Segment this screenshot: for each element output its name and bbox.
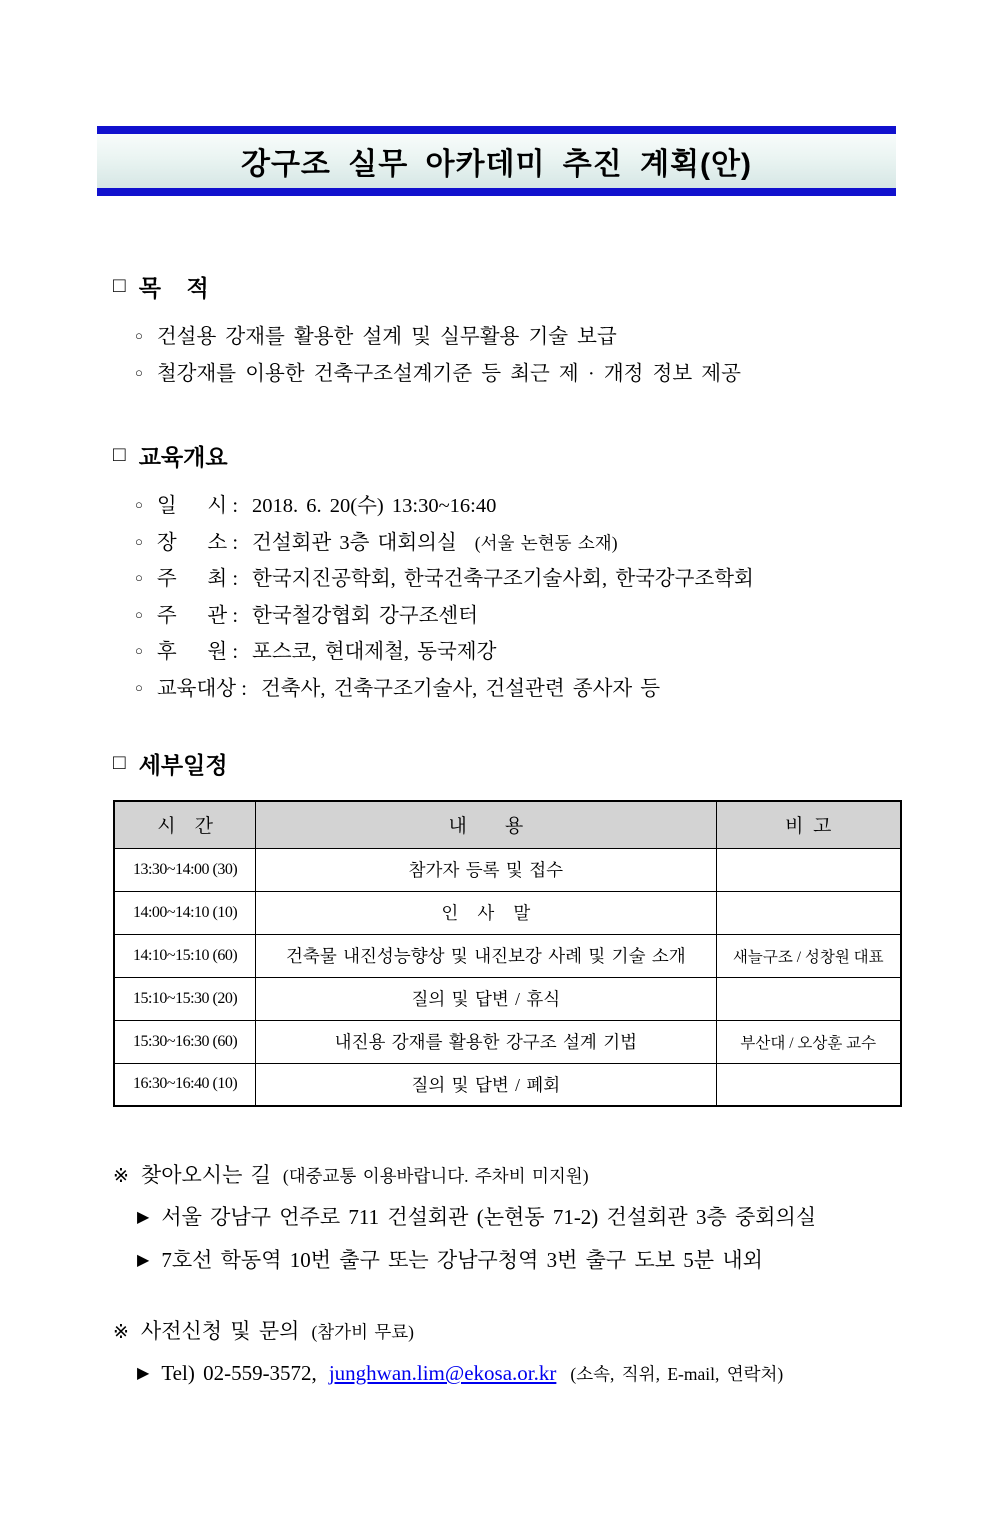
schedule-time-cell: 14:10~15:10 (60): [114, 934, 256, 977]
purpose-item-text: 건설용 강재를 활용한 설계 및 실무활용 기술 보급: [156, 326, 617, 348]
note-title-text: 찾아오시는 길: [140, 1163, 271, 1187]
schedule-time-cell: 16:30~16:40 (10): [114, 1063, 256, 1106]
note-title-sub: (참가비 무료): [311, 1322, 414, 1342]
directions-note: [113, 1155, 902, 1283]
table-row: [114, 1020, 901, 1063]
section-heading-purpose: [113, 270, 902, 303]
circle-bullet-icon: ○: [135, 497, 143, 512]
circle-bullet-icon: ○: [135, 365, 143, 380]
note-title-sub: (대중교통 이용바랍니다. 주차비 미지원): [282, 1166, 589, 1186]
overview-item-value: 포스코, 현대제철, 동국제강: [252, 641, 497, 663]
overview-item-value: 한국철강협회 강구조센터: [252, 604, 479, 627]
circle-bullet-icon: ○: [135, 679, 143, 695]
email-link[interactable]: junghwan.lim@ekosa.or.kr: [328, 1361, 557, 1385]
schedule-content-cell: 질의 및 답변 / 폐회: [256, 1063, 716, 1106]
overview-item-note: (서울 논현동 소재): [474, 532, 618, 553]
overview-item-label: 교육대상 :: [156, 677, 247, 700]
overview-item-label: 주 최 :: [156, 568, 239, 590]
document-content: [113, 270, 902, 1396]
purpose-list: [113, 319, 902, 393]
list-item: [135, 488, 902, 525]
list-item: [135, 319, 902, 356]
note-title: [113, 1311, 902, 1353]
schedule-content-cell: 건축물 내진성능향상 및 내진보강 사례 및 기술 소개: [256, 934, 716, 977]
square-bullet-icon: □: [113, 443, 126, 466]
overview-list: [113, 488, 902, 707]
overview-item-label: 일 시 :: [156, 495, 239, 517]
overview-item-value: 건축사, 건축구조기술사, 건설관련 종사자 등: [260, 677, 661, 700]
overview-item-value: 2018. 6. 20(수) 13:30~16:40: [252, 495, 497, 517]
list-item: [135, 561, 902, 598]
section-heading-label: 목 적: [138, 275, 209, 301]
direction-text: 7호선 학동역 10번 출구 또는 강남구청역 3번 출구 도보 5분 내외: [161, 1248, 763, 1272]
table-header-row: [114, 801, 901, 848]
column-header-time: 시 간: [114, 801, 256, 848]
arrow-bullet-icon: ▶: [137, 1209, 150, 1226]
reference-marker-icon: ※: [113, 1322, 129, 1343]
circle-bullet-icon: ○: [135, 643, 143, 658]
schedule-content-cell: 인 사 말: [256, 891, 716, 934]
tel-number: Tel) 02-559-3572,: [161, 1361, 317, 1385]
title-banner: [97, 126, 896, 196]
list-item: [135, 356, 902, 393]
circle-bullet-icon: ○: [135, 606, 143, 622]
circle-bullet-icon: ○: [135, 570, 143, 585]
list-item: [137, 1240, 902, 1283]
list-item: [137, 1197, 902, 1240]
schedule-remark-cell: [716, 1063, 901, 1106]
square-bullet-icon: □: [113, 274, 126, 297]
list-item: [137, 1353, 902, 1396]
list-item: [135, 671, 902, 708]
overview-item-label: 후 원 :: [156, 641, 239, 663]
schedule-remark-cell: 새늘구조 / 성창원 대표: [716, 934, 901, 977]
arrow-bullet-icon: ▶: [137, 1252, 150, 1269]
table-row: [114, 1063, 901, 1106]
reference-marker-icon: ※: [113, 1166, 129, 1187]
contact-fields-note: (소속, 직위, E-mail, 연락처): [570, 1364, 784, 1384]
contact-items: [137, 1353, 902, 1396]
direction-text: 서울 강남구 언주로 711 건설회관 (논현동 71-2) 건설회관 3층 중회의실: [161, 1205, 817, 1229]
overview-item-value: 건설회관 3층 대회의실: [252, 531, 457, 554]
arrow-bullet-icon: ▶: [137, 1365, 150, 1382]
schedule-remark-cell: [716, 977, 901, 1020]
table-row: [114, 934, 901, 977]
list-item: [135, 634, 902, 671]
list-item: [135, 525, 902, 562]
schedule-remark-cell: [716, 848, 901, 891]
list-item: [135, 598, 902, 635]
note-title: [113, 1155, 902, 1197]
contact-note: [113, 1311, 902, 1396]
circle-bullet-icon: ○: [135, 533, 143, 549]
square-bullet-icon: □: [113, 751, 126, 774]
note-title-text: 사전신청 및 문의: [140, 1319, 300, 1343]
document-page: [0, 126, 992, 1396]
overview-item-label: 장 소 :: [156, 531, 239, 554]
schedule-remark-cell: 부산대 / 오상훈 교수: [716, 1020, 901, 1063]
schedule-content-cell: 내진용 강재를 활용한 강구조 설계 기법: [256, 1020, 716, 1063]
schedule-time-cell: 15:30~16:30 (60): [114, 1020, 256, 1063]
overview-item-label: 주 관 :: [156, 604, 239, 627]
schedule-time-cell: 14:00~14:10 (10): [114, 891, 256, 934]
section-heading-label: 교육개요: [138, 444, 228, 470]
purpose-item-text: 철강재를 이용한 건축구조설계기준 등 최근 제 · 개정 정보 제공: [156, 363, 741, 385]
directions-items: [137, 1197, 902, 1283]
schedule-time-cell: 15:10~15:30 (20): [114, 977, 256, 1020]
column-header-remark: 비 고: [716, 801, 901, 848]
schedule-content-cell: 질의 및 답변 / 휴식: [256, 977, 716, 1020]
section-heading-overview: [113, 439, 902, 472]
table-row: [114, 891, 901, 934]
table-row: [114, 848, 901, 891]
section-heading-label: 세부일정: [138, 752, 228, 778]
section-heading-schedule: [113, 747, 902, 780]
schedule-time-cell: 13:30~14:00 (30): [114, 848, 256, 891]
schedule-remark-cell: [716, 891, 901, 934]
page-title: 강구조 실무 아카데미 추진 계획(안): [240, 148, 753, 181]
column-header-content: 내 용: [256, 801, 716, 848]
schedule-table: [113, 800, 902, 1107]
schedule-content-cell: 참가자 등록 및 접수: [256, 848, 716, 891]
circle-bullet-icon: ○: [135, 328, 143, 343]
table-row: [114, 977, 901, 1020]
overview-item-value: 한국지진공학회, 한국건축구조기술사회, 한국강구조학회: [252, 568, 754, 590]
